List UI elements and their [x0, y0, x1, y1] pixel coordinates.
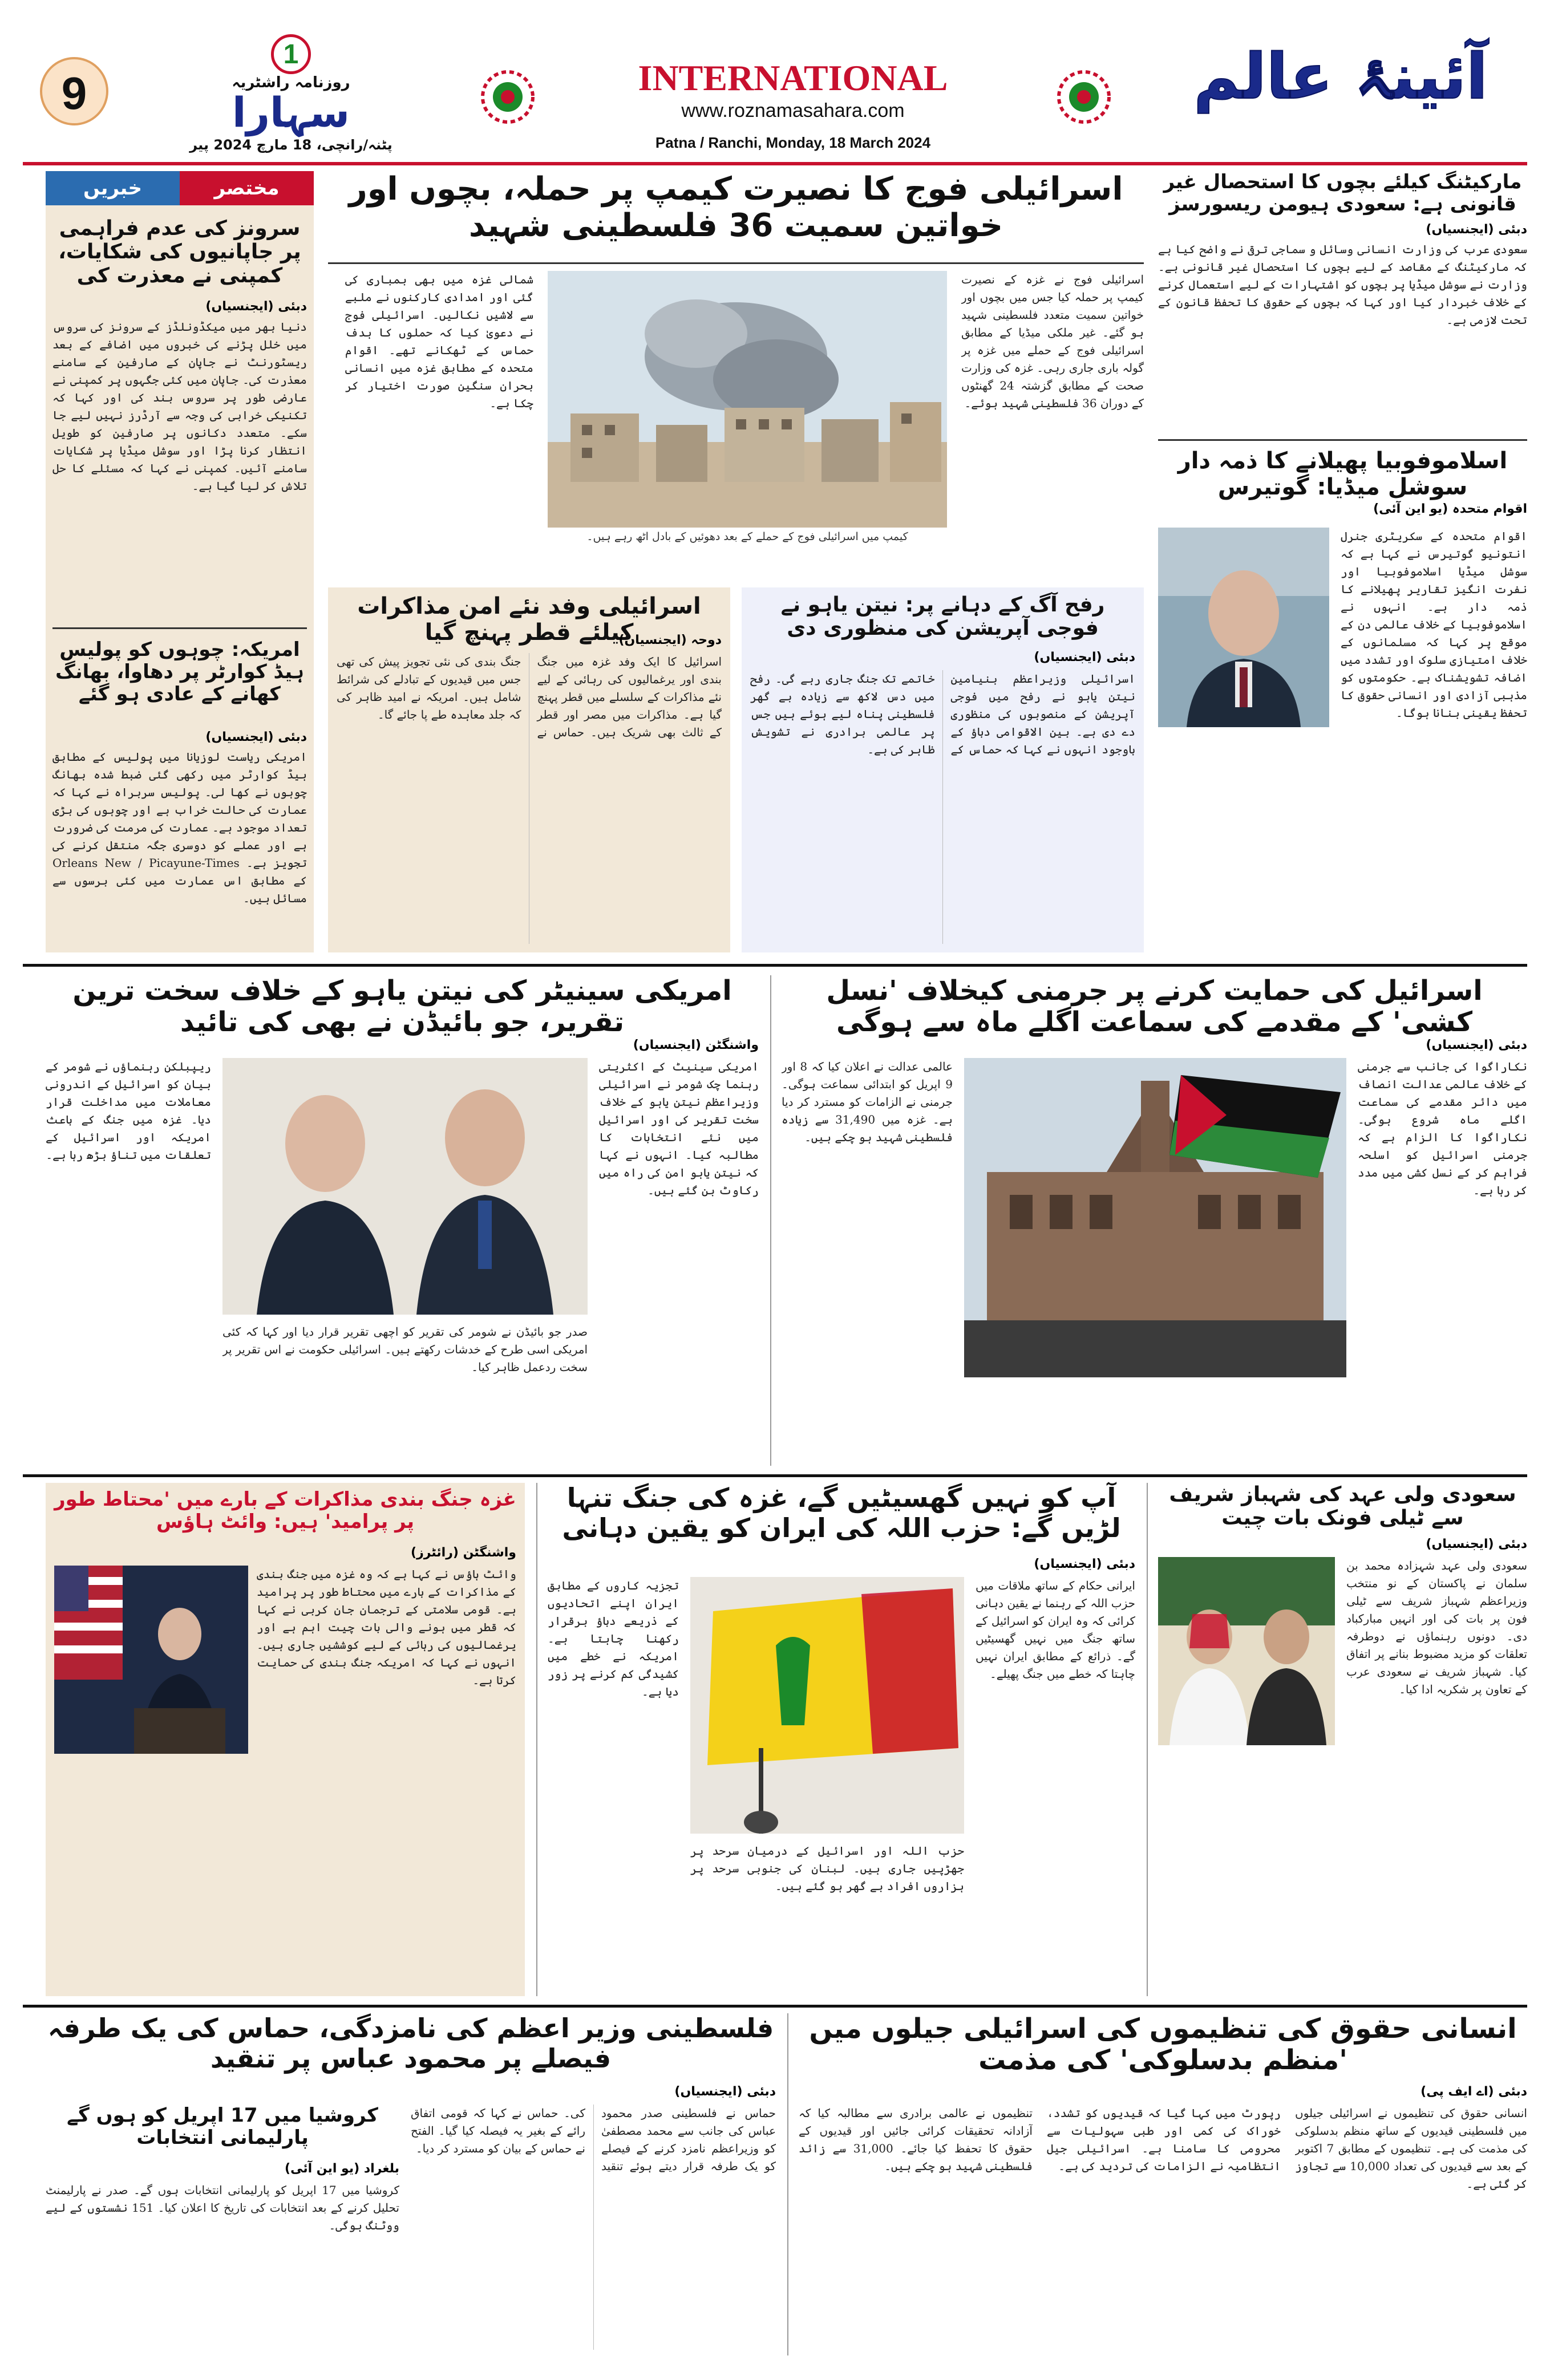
- emblem-left-icon: [479, 68, 536, 125]
- band4-right-col1: انسانی حقوق کی تنظیموں نے اسرائیلی جیلوں میں فلسطینی قیدیوں کے ساتھ منظم بدسلوکی کی مذمت کی ہے۔ تنظیموں کے مطابق 7 اکتوبر کے بعد سے قیدیوں کی تعداد 10,000 سے تجاوز کر گئی ہے۔: [1295, 2106, 1527, 2191]
- band2-left-col1: امریکی سینیٹ کے اکثریتی رہنما چک شومر نے اسرائیلی وزیراعظم نیتن یاہو کے خلاف سخت تقریر کی اور اسرائیل میں نئے انتخابات کا مطالبہ کیا۔ انہوں نے کہا کہ نیتن یاہو امن کی راہ میں رکاوٹ بن گئے ہیں۔: [599, 1060, 759, 1197]
- band4-sub-headline: کروشیا میں 17 اپریل کو ہوں گے پارلیمانی انتخابات: [67, 2104, 378, 2150]
- brief2-body: امریکی ریاست لوزیانا میں پولیس کے مطابق ہیڈ کوارٹر میں رکھی گئی ضبط شدہ بھانگ چوہوں نے کھا لی۔ پولیس سربراہ نے کہا کہ عمارت کی حالت خراب ہے اور چوہوں کی بڑی تعداد موجود ہے۔ عمارت کی مرمت کی ضرورت ہے اور عملے کو دوسری جگہ منتقل کرنے کی تجویز ہے۔ Orleans New / Picayune-Times کے مطابق اس عمارت میں کئی برسوں سے مسائل ہیں۔: [52, 750, 307, 905]
- band2-left-col3: ریپبلکن رہنماؤں نے شومر کے بیان کو اسرائیل کے اندرونی معاملات میں مداخلت قرار دیا۔ غزہ میں جنگ کے باعث امریکہ اور اسرائیل کے تعلقات میں تناؤ بڑھ رہا ہے۔: [46, 1060, 211, 1162]
- mid-right-body: اسرائیلی وزیراعظم بنیامین نیتن یاہو نے رفح میں فوجی آپریشن کے منصوبوں کی منظوری دے دی ہے۔ بین الاقوامی دباؤ کے باوجود انہوں نے کہا کہ حماس کے خاتمے تک جنگ جاری رہے گی۔ رفح میں دس لاکھ سے زیادہ بے گھر فلسطینی پناہ لیے ہوئے ہیں جس پر عالمی برادری نے تشویش ظاہر کی ہے۔: [750, 672, 1135, 756]
- band3-right-body: سعودی ولی عہد شہزادہ محمد بن سلمان نے پاکستان کے نو منتخب وزیراعظم شہباز شریف سے ٹیلی فون پر بات کی اور انہیں مبارکباد دی۔ دونوں رہنماؤں نے دوطرفہ تعلقات کو مزید مضبوط بنانے پر اتفاق کیا۔ شہباز شریف نے سعودی عرب کے تعاون پر شکریہ ادا کیا۔: [1346, 1559, 1527, 1696]
- section-title-en: INTERNATIONAL: [638, 58, 948, 98]
- biden-schumer-photo: [222, 1058, 588, 1315]
- band3-left-body: وائٹ ہاؤس نے کہا ہے کہ وہ غزہ میں جنگ بندی کے مذاکرات کے بارے میں محتاط طور پر پرامید ہے۔ قومی سلامتی کے ترجمان جان کربی نے کہا کہ قطر میں ہونے والی بات چیت اہم ہے اور یرغمالیوں کی رہائی کے لیے کوششیں جاری ہیں۔ انہوں نے کہا کہ امریکہ جنگ بندی کی حمایت کرتا ہے۔: [257, 1567, 516, 1687]
- divider: [52, 627, 307, 629]
- band3-mid-col2: حزب اللہ اور اسرائیل کے درمیان سرحد پر جھڑپیں جاری ہیں۔ لبنان کی جنوبی سرحد پر ہزاروں افراد بے گھر ہو گئے ہیں۔: [690, 1844, 964, 1893]
- brand-badge: 1: [271, 34, 311, 74]
- band-separator: [23, 1474, 1527, 1477]
- divider: [536, 1483, 537, 1996]
- band4-right-col3: تنظیموں نے عالمی برادری سے مطالبہ کیا کہ آزادانہ تحقیقات کرائی جائیں اور قیدیوں کے حقوق کا تحفظ کیا جائے۔ 31,000 سے زائد فلسطینی شہید ہو چکے ہیں۔: [799, 2106, 1033, 2173]
- mid-right-dateline: دبئی (ایجنسیاں): [1034, 650, 1135, 664]
- band3-left-headline: غزہ جنگ بندی مذاکرات کے بارے میں 'محتاط طور پر پرامید' ہیں: وائٹ ہاؤس: [54, 1488, 516, 1534]
- brand-logo: [160, 34, 422, 154]
- band4-left-body: حماس نے فلسطینی صدر محمود عباس کی جانب سے محمد مصطفیٰ کو وزیراعظم نامزد کرنے کے فیصلے کو یک طرفہ قرار دیتے ہوئے تنقید کی۔ حماس نے کہا کہ قومی اتفاق رائے کے بغیر یہ فیصلہ کیا گیا۔ الفتح نے حماس کے بیان کو مسترد کر دیا۔: [411, 2106, 776, 2173]
- right2-body: اقوام متحدہ کے سکریٹری جنرل انتونیو گوتیرس نے کہا ہے کہ سوشل میڈیا اسلاموفوبیا اور نفرت انگیز تقاریر پھیلانے کا ذمہ دار ہے۔ انہوں نے اسلاموفوبیا کے خلاف عالمی دن کے موقع پر کہا کہ مسلمانوں کے خلاف امتیازی سلوک اور تشدد میں اضافہ تشویشناک ہے۔ حکومتوں کو مذہبی آزادی اور انسانی حقوق کا تحفظ یقینی بنانا ہوگا۔: [1341, 529, 1527, 720]
- right2-dateline: اقوام متحدہ (یو این آئی): [1373, 502, 1527, 516]
- divider: [770, 975, 771, 1466]
- mid-right-story: [742, 587, 1144, 952]
- band2-left-col2: صدر جو بائیڈن نے شومر کی تقریر کو اچھی تقریر قرار دیا اور کہا کہ کئی امریکی اسی طرح کے خدشات رکھتے ہیں۔ اسرائیلی حکومت نے اس تقریر پر سخت ردعمل ظاہر کیا۔: [222, 1325, 588, 1374]
- band2-right-dateline: دبئی (ایجنسیاں): [1426, 1038, 1527, 1052]
- band4-left-story: [46, 2013, 776, 2355]
- lead-body-col1: اسرائیلی فوج نے غزہ کے نصیرت کیمپ پر حملہ کیا جس میں بچوں اور خواتین سمیت متعدد فلسطینی شہید ہو گئے۔ غیر ملکی میڈیا کے مطابق اسرائیلی فوج کے حملے میں غزہ پر گولہ باری جاری رہی۔ غزہ کی وزارت صحت کے مطابق گزشتہ 24 گھنٹوں کے دوران 36 فلسطینی شہید ہوئے۔: [961, 273, 1144, 410]
- brief1-body: دنیا بھر میں میکڈونلڈز کے سرونز کی سروس میں خلل پڑنے کی خبروں میں اضافے کے بعد ریسٹورنٹ نے جاپان کے صارفین کے سامنے معذرت کی۔ جاپان میں کئی جگہوں پر کمپنی نے عارضی طور پر سروس بند کی اور کہا کہ تکنیکی خرابی کی وجہ سے آرڈرز نہیں لیے جا سکے۔ متعدد دکانوں پر صارفین کو طویل انتظار کرنا پڑا اور سوشل میڈیا پر شکایات سامنے آئیں۔ کمپنی نے کہا کہ مسئلے کا حل تلاش کر لیا گیا ہے۔: [52, 320, 307, 493]
- right1-body: سعودی عرب کی وزارت انسانی وسائل و سماجی ترقی نے واضح کیا ہے کہ مارکیٹنگ کے مقاصد کے لیے بچوں کا استحصال غیر قانونی ہے۔ وزارت نے سوشل میڈیا پر بچوں کو اشتہارات کے لیے استعمال کرنے کے خلاف خبردار کیا اور کہا کہ بچوں کے حقوق کا تحفظ قانون کے تحت لازمی ہے۔: [1158, 242, 1527, 327]
- lead-photo: [548, 271, 947, 528]
- brand-name: سہارا: [232, 88, 350, 136]
- lead-body-col2: شمالی غزہ میں بھی بمباری کی گئی اور امدادی کارکنوں نے ملبے سے لاشیں نکالیں۔ اسرائیلی فوج نے دعویٰ کیا کہ حملوں کا ہدف حماس کے ٹھکانے تھے۔ اقوام متحدہ کے مطابق غزہ میں انسانی بحران سنگین صورت اختیار کر چکا ہے۔: [345, 273, 533, 410]
- brief2-headline: امریکہ: چوہوں کو پولیس ہیڈ کوارٹر پر دھاوا، بھانگ کھانے کے عادی ہو گئے: [55, 638, 304, 706]
- mid-left-body: اسرائیل کا ایک وفد غزہ میں جنگ بندی اور یرغمالیوں کی رہائی کے لیے نئے مذاکرات کے سلسلے میں قطر پہنچ گیا ہے۔ مذاکرات میں مصر اور قطر کے ثالث بھی شریک ہیں۔ حماس نے جنگ بندی کی نئی تجویز پیش کی تھی جس میں قیدیوں کے تبادلے کی شرائط شامل ہیں۔ امریکہ نے امید ظاہر کی کہ جلد معاہدہ طے پا جائے گا۔: [337, 655, 722, 739]
- band3-mid-col3: تجزیہ کاروں کے مطابق ایران اپنے اتحادیوں کے ذریعے دباؤ برقرار رکھنا چاہتا ہے۔ امریکہ نے خطے میں کشیدگی کم کرنے پر زور دیا ہے۔: [548, 1579, 679, 1698]
- divider: [328, 262, 1144, 264]
- band4-right-story: [799, 2013, 1527, 2355]
- mbs-sharif-photo: [1158, 1557, 1335, 1745]
- right1-headline: مارکیٹنگ کیلئے بچوں کا استحصال غیر قانونی ہے: سعودی ہیومن ریسورسز: [1163, 171, 1522, 216]
- band2-right-headline: اسرائیل کی حمایت کرنے پر جرمنی کیخلاف 'نسل کشی' کے مقدمے کی سماعت اگلے ماہ سے ہوگی: [826, 975, 1483, 1039]
- tab-brief: مختصر: [180, 171, 314, 205]
- brand-small: روزنامہ راشٹریہ: [232, 74, 350, 91]
- mid-left-headline: اسرائیلی وفد نئے امن مذاکرات کیلئے قطر پہنچ گیا: [357, 593, 701, 646]
- band-separator: [23, 964, 1527, 967]
- kirby-photo: [54, 1566, 248, 1754]
- band-separator: [23, 2005, 1527, 2008]
- band4-left-headline: فلسطینی وزیر اعظم کی نامزدگی، حماس کی یک طرفہ فیصلے پر محمود عباس پر تنقید: [47, 2013, 774, 2074]
- guterres-photo: [1158, 528, 1329, 727]
- band3-left-dateline: واشنگٹن (رائٹرز): [411, 1546, 516, 1560]
- page-number: 9: [61, 68, 87, 119]
- hezbollah-flag-photo: [690, 1577, 964, 1834]
- section-title-urdu: آئینۂ عالم: [1193, 40, 1488, 113]
- lead-photo-caption: کیمپ میں اسرائیلی فوج کے حملے کے بعد دھوئیں کے بادل اٹھ رہے ہیں۔: [586, 530, 908, 543]
- tab-news: خبریں: [46, 171, 180, 205]
- masthead: [23, 23, 1527, 165]
- band4-right-dateline: دبئی (اے ایف پی): [1421, 2085, 1527, 2099]
- band2-right-col2: عالمی عدالت نے اعلان کیا کہ 8 اور 9 اپریل کو ابتدائی سماعت ہوگی۔ جرمنی نے الزامات کو مسترد کر دیا ہے۔ غزہ میں 31,490 سے زیادہ فلسطینی شہید ہو چکے ہیں۔: [782, 1060, 953, 1144]
- divider: [787, 2013, 788, 2355]
- band4-right-headline: انسانی حقوق کی تنظیموں کی اسرائیلی جیلوں میں 'منظم بدسلوکی' کی مذمت: [809, 2013, 1517, 2077]
- band3-mid-story: [548, 1483, 1135, 1996]
- lead-story: [328, 171, 1144, 582]
- site-url[interactable]: www.roznamasahara.com: [681, 100, 905, 121]
- brief1-dateline: دبئی (ایجنسیاں): [205, 299, 307, 314]
- lead-headline: اسرائیلی فوج کا نصیرت کیمپ پر حملہ، بچوں اور خواتین سمیت 36 فلسطینی شہید: [349, 171, 1123, 245]
- band3-left-story: [46, 1483, 525, 1996]
- brief2-dateline: دبئی (ایجنسیاں): [205, 730, 307, 744]
- band2-left-story: [46, 975, 759, 1466]
- right1-dateline: دبئی (ایجنسیاں): [1426, 222, 1527, 237]
- brief1-headline: سرونز کی عدم فراہمی پر جاپانیوں کی شکایات، کمپنی نے معذرت کی: [58, 217, 301, 287]
- band4-sub-body: کروشیا میں 17 اپریل کو پارلیمانی انتخابات ہوں گے۔ صدر نے پارلیمنٹ تحلیل کرنے کے بعد انتخابات کی تاریخ کا اعلان کیا۔ 151 نشستوں کے لیے ووٹنگ ہوگی۔: [46, 2183, 399, 2232]
- band3-right-headline: سعودی ولی عہد کی شہباز شریف سے ٹیلی فونک بات چیت: [1169, 1483, 1516, 1530]
- band3-mid-dateline: دبئی (ایجنسیاں): [1034, 1557, 1135, 1571]
- band3-mid-headline: آپ کو نہیں گھسیٹیں گے، غزہ کی جنگ تنہا لڑیں گے: حزب اللہ کی ایران کو یقین دہانی: [562, 1482, 1121, 1543]
- band2-right-story: [782, 975, 1527, 1466]
- page-number-badge: [40, 57, 108, 125]
- icj-photo: [964, 1058, 1346, 1377]
- date-en: Patna / Ranchi, Monday, 18 March 2024: [655, 134, 931, 151]
- date-urdu: پٹنہ/رانچی، 18 مارچ 2024 پیر: [189, 137, 392, 153]
- band2-left-dateline: واشنگٹن (ایجنسیاں): [633, 1038, 759, 1052]
- emblem-right-icon: [1055, 68, 1112, 125]
- band3-right-story: [1158, 1483, 1527, 1996]
- band3-right-dateline: دبئی (ایجنسیاں): [1426, 1537, 1527, 1551]
- band3-mid-col1: ایرانی حکام کے ساتھ ملاقات میں حزب اللہ کے رہنما نے یقین دہانی کرائی کہ وہ ایران کو اسرائیل کے ساتھ جنگ میں نہیں گھسیٹیں گے۔ ذرائع کے مطابق ایران نہیں چاہتا کہ خطے میں جنگ پھیلے۔: [976, 1579, 1135, 1681]
- band4-left-dateline: دبئی (ایجنسیاں): [674, 2085, 776, 2099]
- band4-sub-dateline: بلغراد (یو این آئی): [285, 2162, 399, 2176]
- band2-left-headline: امریکی سینیٹر کی نیتن یاہو کے خلاف سخت ترین تقریر، جو بائیڈن نے بھی کی تائید: [72, 975, 732, 1039]
- mid-right-headline: رفح آگ کے دہانے پر: نیتن یاہو نے فوجی آپریشن کی منظوری دی: [780, 593, 1105, 640]
- mid-left-story: [328, 587, 730, 952]
- right-column: [1158, 171, 1527, 952]
- divider: [1147, 1483, 1148, 1996]
- band4-right-col2: رپورٹ میں کہا گیا کہ قیدیوں کو تشدد، خوراک کی کمی اور طبی سہولیات سے محرومی کا سامنا ہے۔ اسرائیلی جیل انتظامیہ نے الزامات کی تردید کی ہے۔: [1047, 2106, 1281, 2173]
- right2-headline: اسلاموفوبیا پھیلانے کا ذمہ دار سوشل میڈیا: گوتیرس: [1177, 448, 1508, 500]
- mid-left-dateline: دوحہ (ایجنسیاں): [618, 633, 722, 647]
- divider: [1158, 439, 1527, 441]
- band2-right-col1: نکاراگوا کی جانب سے جرمنی کے خلاف عالمی عدالت انصاف میں دائر مقدمے کی سماعت اگلے ماہ شروع ہوگی۔ نکاراگوا کا الزام ہے کہ جرمنی اسرائیل کو اسلحہ فراہم کر کے نسل کشی میں مدد کر رہا ہے۔: [1358, 1060, 1527, 1197]
- sidebar-brief: [46, 171, 314, 952]
